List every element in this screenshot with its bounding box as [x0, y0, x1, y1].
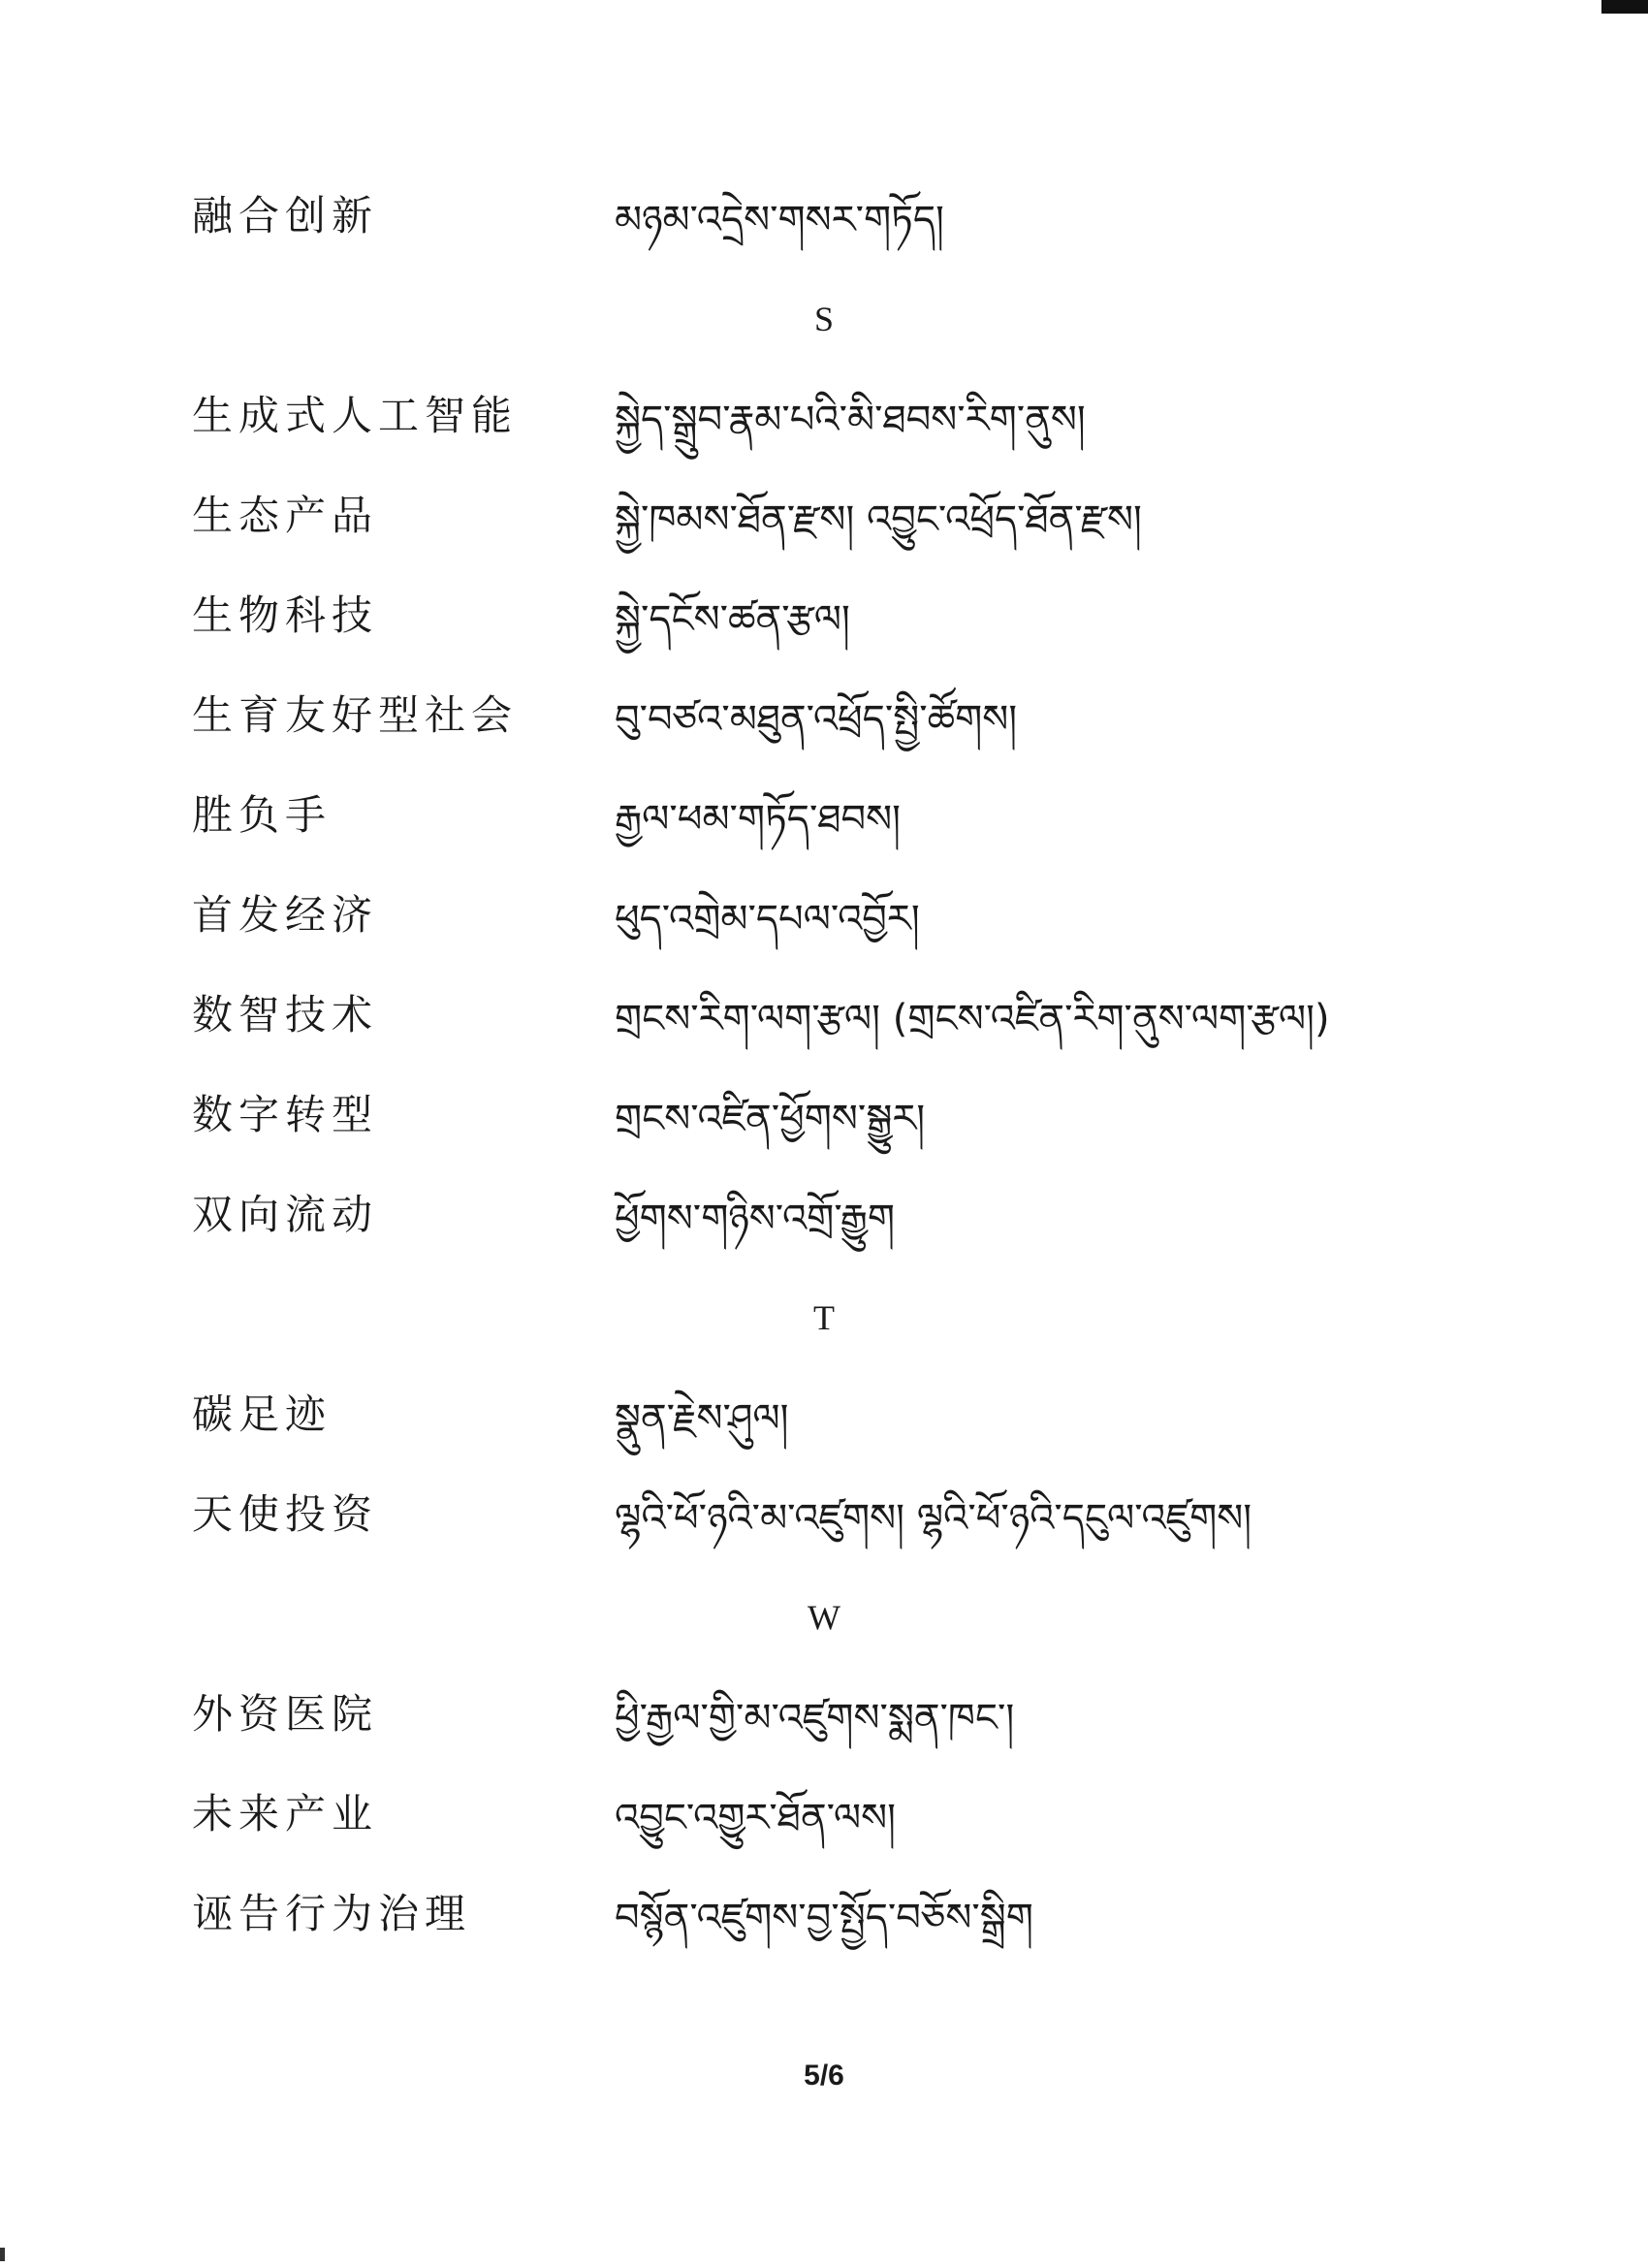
chinese-term: 生成式人工智能: [192, 392, 519, 439]
section-letter-w: W: [808, 1598, 840, 1637]
glossary-entry: [0, 1076, 1648, 1154]
chinese-term: 数智技术: [192, 991, 379, 1038]
tibetan-term: སྣུན་རྗེས་ཤུལ།: [615, 1396, 789, 1441]
glossary-entry: [0, 976, 1648, 1054]
tibetan-term: མཉམ་འདྲེས་གསར་གཏོད།: [615, 198, 944, 242]
chinese-term: 诬告行为治理: [192, 1890, 472, 1937]
glossary-entry: [0, 1676, 1648, 1753]
chinese-term: 融合创新: [192, 192, 379, 240]
glossary-entry: [0, 1775, 1648, 1853]
tibetan-term: སྐྱེ་ཁམས་ཐོན་རྫས། འབྱུང་འཕྲོད་ཐོན་རྫས།: [615, 497, 1142, 542]
chinese-term: 生态产品: [192, 492, 379, 539]
tibetan-term: བསྙོན་འཛུགས་བྱ་སྤྱོད་བཅོས་སྒྲིག: [615, 1896, 1033, 1940]
tibetan-term: གྲངས་འཛིན་ཕྱོགས་སྒྱུར།: [615, 1097, 926, 1141]
glossary-entry: [0, 677, 1648, 754]
chinese-term: 首发经济: [192, 891, 379, 939]
glossary-entry: [0, 877, 1648, 954]
tibetan-term: སྐྱེ་དངོས་ཚན་རྩལ།: [615, 597, 850, 642]
chinese-term: 生物科技: [192, 591, 379, 639]
chinese-term: 未来产业: [192, 1790, 379, 1837]
tibetan-term: ཕྱོགས་གཉིས་འགྲོ་རྒྱུག: [615, 1197, 896, 1241]
section-letter-s: S: [813, 300, 835, 338]
tibetan-term: ཕུད་འགྲེམ་དཔལ་འབྱོར།: [615, 897, 920, 942]
chinese-term: 胜负手: [192, 791, 333, 839]
section-letter-t: T: [813, 1298, 835, 1337]
tibetan-term: ལྷའི་ཕོ་ཉའི་མ་འཛུགས། ལྷའི་ཕོ་ཉའི་དངུལ་འཛུགས།: [615, 1496, 1252, 1541]
tibetan-term: གྲངས་རིག་ལག་རྩལ། (གྲངས་འཛིན་རིག་ནུས་ལག་རྩལ།): [615, 997, 1330, 1041]
glossary-entry: [0, 1476, 1648, 1553]
chinese-term: 数字转型: [192, 1091, 379, 1138]
tibetan-term: འབྱུང་འགྱུར་ཐོན་ལས།: [615, 1796, 896, 1840]
tibetan-term: བུ་བཙའ་མཐུན་འཕྲོད་སྤྱི་ཚོགས།: [615, 697, 1018, 742]
chinese-term: 天使投资: [192, 1490, 379, 1538]
glossary-entry: [0, 377, 1648, 455]
glossary-entry: [0, 1176, 1648, 1254]
tibetan-term: རྒྱལ་ཕམ་གཏོད་ཐབས།: [615, 797, 902, 842]
page-number: 5/6: [804, 2060, 844, 2092]
glossary-entry: [0, 777, 1648, 854]
glossary-entry: [0, 177, 1648, 255]
tibetan-term: ཕྱི་རྒྱལ་གྱི་མ་འཛུགས་སྨན་ཁང་།: [615, 1696, 1015, 1741]
chinese-term: 生育友好型社会: [192, 691, 519, 739]
glossary-entry: [0, 577, 1648, 655]
glossary-entry: [0, 1875, 1648, 1953]
chinese-term: 碳足迹: [192, 1390, 333, 1438]
chinese-term: 双向流动: [192, 1191, 379, 1238]
glossary-entry: [0, 477, 1648, 555]
chinese-term: 外资医院: [192, 1690, 379, 1738]
corner-scan-mark: [1601, 0, 1648, 14]
tibetan-term: སྐྱེད་སྒྲུབ་རྣམ་པའི་མི་ཐབས་རིག་ནུས།: [615, 398, 1086, 442]
edge-scan-mark: [0, 2248, 5, 2261]
glossary-entry: [0, 1376, 1648, 1453]
